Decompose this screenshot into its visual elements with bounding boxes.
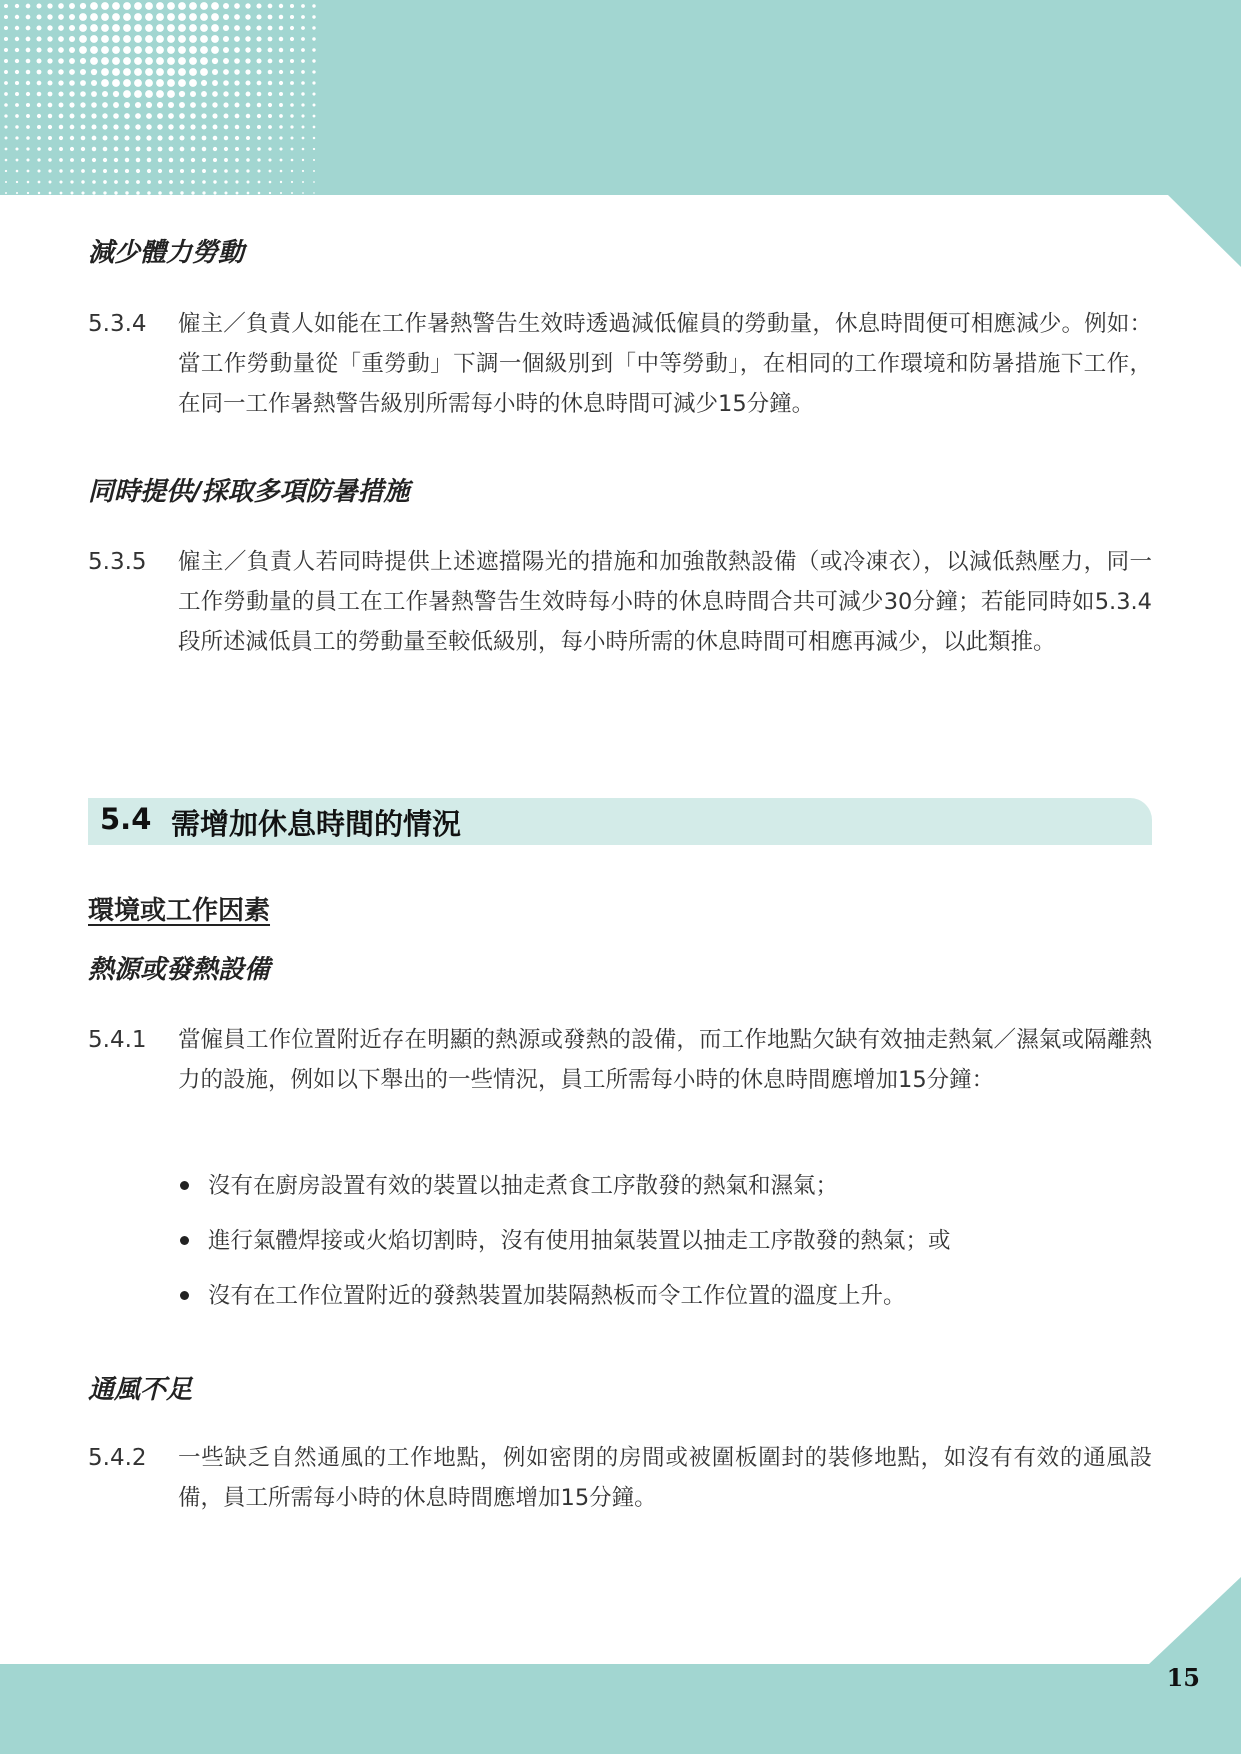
subheading-poor-ventilation: 通風不足 bbox=[88, 1375, 193, 1405]
page-number: 15 bbox=[1166, 1663, 1200, 1692]
paragraph-text: 一些缺乏自然通風的工作地點，例如密閉的房間或被圍板圍封的裝修地點，如沒有有效的通風設備，員工所需每小時的休息時間應增加15分鐘。 bbox=[178, 1445, 1152, 1511]
heat-source-examples-list bbox=[178, 1166, 1152, 1331]
halftone-dots-pattern bbox=[0, 0, 320, 195]
section-title: 需增加休息時間的情況 bbox=[171, 807, 462, 841]
section-heading-bar bbox=[88, 798, 1152, 845]
section-number: 5.4 bbox=[100, 802, 152, 836]
paragraph-text: 僱主／負責人若同時提供上述遮擋陽光的措施和加強散熱設備（或冷凍衣），以減低熱壓力，同一工作勞動量的員工在工作暑熱警告生效時每小時的休息時間合共可減少30分鐘；若能同時如5.3.4段所述減低員工的勞動量至較低級別，每小時所需的休息時間可相應再減少，以此類推。 bbox=[178, 549, 1152, 655]
bullet-dot bbox=[180, 1291, 189, 1300]
list-item bbox=[178, 1166, 1152, 1206]
paragraph-text: 當僱員工作位置附近存在明顯的熱源或發熱的設備，而工作地點欠缺有效抽走熱氣／濕氣或隔離熱力的設施，例如以下舉出的一些情況，員工所需每小時的休息時間應增加15分鐘： bbox=[178, 1027, 1152, 1093]
bottom-right-corner-triangle bbox=[1148, 1577, 1241, 1665]
paragraph-number: 5.3.4 bbox=[88, 311, 147, 337]
subheading-heat-source: 熱源或發熱設備 bbox=[88, 955, 271, 985]
subheading-reduce-workload: 減少體力勞動 bbox=[88, 238, 245, 268]
bottom-decorative-band bbox=[0, 1664, 1241, 1754]
list-item-text: 進行氣體焊接或火焰切割時，沒有使用抽氣裝置以抽走工序散發的熱氣；或 bbox=[208, 1228, 951, 1254]
bullet-dot bbox=[180, 1181, 189, 1190]
top-right-corner-triangle bbox=[1168, 195, 1241, 267]
paragraph-text: 僱主／負責人如能在工作暑熱警告生效時透過減低僱員的勞動量，休息時間便可相應減少。例如：當工作勞動量從「重勞動」下調一個級別到「中等勞動」，在相同的工作環境和防暑措施下工作，在同一工作暑熱警告級別所需每小時的休息時間可減少15分鐘。 bbox=[178, 311, 1152, 417]
list-item-text: 沒有在工作位置附近的發熱裝置加裝隔熱板而令工作位置的溫度上升。 bbox=[208, 1283, 906, 1309]
list-item bbox=[178, 1276, 1152, 1316]
list-item bbox=[178, 1221, 1152, 1261]
subheading-environment-factors: 環境或工作因素 bbox=[88, 896, 271, 926]
paragraph-number: 5.4.1 bbox=[88, 1027, 147, 1053]
paragraph-number: 5.4.2 bbox=[88, 1445, 147, 1471]
list-item-text: 沒有在廚房設置有效的裝置以抽走煮食工序散發的熱氣和濕氣； bbox=[208, 1173, 839, 1199]
paragraph-number: 5.3.5 bbox=[88, 549, 147, 575]
bullet-dot bbox=[180, 1236, 189, 1245]
subheading-multiple-measures: 同時提供/採取多項防暑措施 bbox=[88, 477, 410, 507]
